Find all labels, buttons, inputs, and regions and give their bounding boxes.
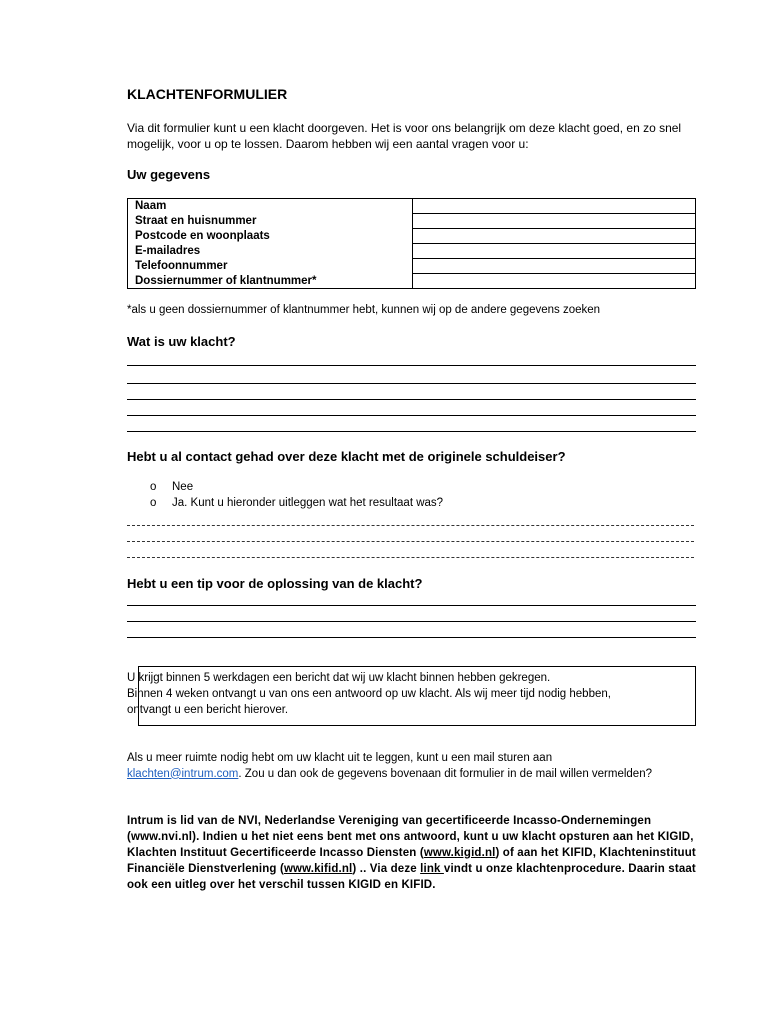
- footnote: *als u geen dossiernummer of klantnummer hebt, kunnen wij op de andere gegevens zoeken: [127, 304, 601, 316]
- table-row: [128, 244, 696, 259]
- option-label: Nee: [172, 481, 194, 493]
- field-label: Straat en huisnummer: [128, 214, 413, 229]
- kifid-link[interactable]: www.kifid.nl: [283, 863, 353, 875]
- naam-field[interactable]: [413, 199, 696, 214]
- telefoon-field[interactable]: [413, 259, 696, 274]
- tip-writing-line[interactable]: [127, 637, 696, 638]
- nvi-text: ) of aan het KIFID, Klachteninstituut Financiële Dienstverlening (: [127, 847, 696, 875]
- tip-writing-line[interactable]: [127, 605, 696, 606]
- nvi-text: Intrum is lid van de NVI, Nederlandse Vereniging van gecertificeerde Incasso-Ondernemingen (www.nvi.nl). Indien u het niet eens bent met ons antwoord, kunt u uw klacht opsturen aan het KIGID, Klachten Instituut Gecertificeerde Incasso Diensten (: [127, 815, 694, 859]
- field-label: Dossiernummer of klantnummer*: [128, 274, 413, 289]
- page-title: KLACHTENFORMULIER: [127, 86, 288, 102]
- field-label: Telefoonnummer: [128, 259, 413, 274]
- klacht-writing-line[interactable]: [127, 383, 696, 384]
- table-row: [128, 214, 696, 229]
- notice-line: U krijgt binnen 5 werkdagen een bericht dat wij uw klacht binnen hebben gekregen.: [127, 672, 551, 684]
- klacht-writing-line[interactable]: [127, 399, 696, 400]
- email-link[interactable]: klachten@intrum.com: [127, 767, 239, 780]
- checkbox-circle[interactable]: o: [150, 481, 157, 493]
- field-label: Naam: [128, 199, 413, 214]
- nvi-text: ) .. Via deze: [352, 863, 421, 875]
- field-label: Postcode en woonplaats: [128, 229, 413, 244]
- klacht-writing-line[interactable]: [127, 415, 696, 416]
- table-row: [128, 274, 696, 289]
- postcode-field[interactable]: [413, 229, 696, 244]
- notice-text: [127, 670, 702, 718]
- nvi-text: vindt u onze klachtenprocedure. Daarin staat ook een uitleg over het verschil tussen KIGID en KIFID.: [127, 863, 696, 891]
- more-text: Als u meer ruimte nodig hebt om uw klacht uit te leggen, kunt u een mail sturen aan: [127, 752, 553, 764]
- more-space-text: [127, 751, 702, 782]
- procedure-link[interactable]: link: [420, 863, 444, 875]
- gegevens-table: [127, 198, 696, 289]
- table-row: [128, 199, 696, 214]
- contact-writing-line[interactable]: [127, 541, 694, 542]
- heading-contact: Hebt u al contact gehad over deze klacht met de originele schuldeiser?: [127, 449, 566, 464]
- contact-writing-line[interactable]: [127, 557, 694, 558]
- notice-line: Binnen 4 weken ontvangt u van ons een antwoord op uw klacht. Als wij meer tijd nodig hebben,: [127, 688, 611, 700]
- option-ja[interactable]: [150, 497, 443, 509]
- option-nee[interactable]: [150, 481, 193, 493]
- dossiernummer-field[interactable]: [413, 274, 696, 289]
- field-label: E-mailadres: [128, 244, 413, 259]
- intro-text: Via dit formulier kunt u een klacht doorgeven. Het is voor ons belangrijk om deze klacht goed, en zo snel mogelijk, voor u op te lossen. Daarom hebben wij een aantal vragen voor u:: [127, 121, 682, 151]
- more-text: . Zou u dan ook de gegevens bovenaan dit formulier in de mail willen vermelden?: [238, 767, 652, 780]
- nvi-paragraph: [127, 813, 707, 893]
- klacht-writing-line[interactable]: [127, 365, 696, 366]
- option-label: Ja. Kunt u hieronder uitleggen wat het resultaat was?: [172, 497, 444, 509]
- table-row: [128, 229, 696, 244]
- heading-tip: Hebt u een tip voor de oplossing van de klacht?: [127, 576, 423, 591]
- notice-line: ontvangt u een bericht hierover.: [127, 704, 289, 716]
- straat-field[interactable]: [413, 214, 696, 229]
- heading-wat-is-uw-klacht: Wat is uw klacht?: [127, 334, 236, 349]
- contact-writing-line[interactable]: [127, 525, 694, 526]
- checkbox-circle[interactable]: o: [150, 497, 157, 509]
- tip-writing-line[interactable]: [127, 621, 696, 622]
- table-row: [128, 259, 696, 274]
- klacht-writing-line[interactable]: [127, 431, 696, 432]
- email-field[interactable]: [413, 244, 696, 259]
- kigid-link[interactable]: www.kigid.nl: [423, 847, 496, 859]
- heading-uw-gegevens: Uw gegevens: [127, 167, 211, 182]
